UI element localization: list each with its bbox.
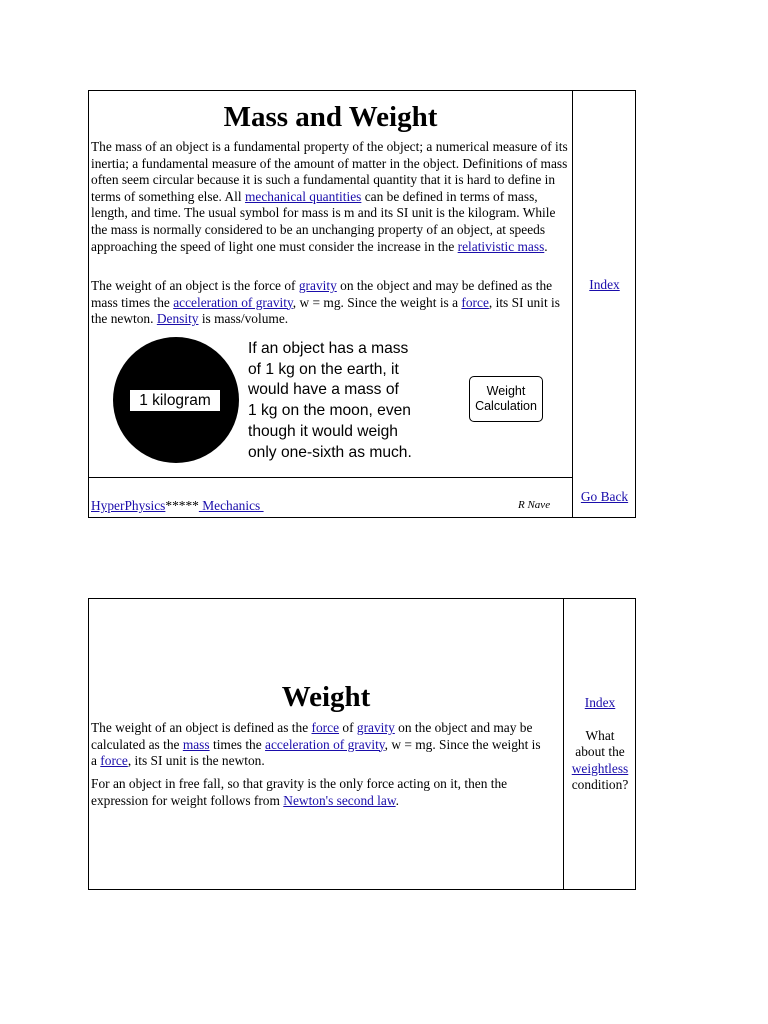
figure-caption: If an object has a mass of 1 kg on the earth, it would have a mass of 1 kg on the moon, even though it would weigh only one-sixth as much. [248,340,412,461]
weight-definition-paragraph: The weight of an object is the force of gravity on the object and may be defined as the mass times the acceleration of gravity, w = mg. Since the weight is a force, its SI unit is the newton. Density is mass/volume. [91,278,560,327]
relativistic-mass-link[interactable]: relativistic mass [457,238,545,254]
rating-stars: ***** [165,498,199,513]
column-divider [572,91,573,517]
side-column: Index What about the weightless condition? [564,695,636,794]
page-title: Mass and Weight [223,101,438,133]
acceleration-of-gravity-link[interactable]: acceleration of gravity [265,736,385,752]
mechanical-quantities-link[interactable]: mechanical quantities [244,188,362,204]
weight-title: Weight [281,681,371,713]
weightless-link[interactable]: weightless [571,760,629,776]
force-link[interactable]: force [461,294,489,310]
mechanics-link[interactable]: Mechanics [198,498,264,513]
footer-navigation [91,498,264,514]
weight-definition-paragraph: The weight of an object is defined as the force of gravity on the object and may be calculated as the mass times the acceleration of gravity, w = mg. Since the weight is a force, its SI unit is the newton. [91,720,541,769]
force-link-2[interactable]: force [100,753,128,769]
hyperphysics-link[interactable]: HyperPhysics [91,498,166,513]
acceleration-of-gravity-link[interactable]: acceleration of gravity [173,294,293,310]
mass-and-weight-panel [88,90,636,518]
kilogram-label: 1 kilogram [130,390,220,411]
free-fall-paragraph: For an object in free fall, so that gravity is the only force acting on it, then the expression for weight follows from Newton's second law. [91,776,508,808]
footer-divider [89,477,572,478]
mass-link[interactable]: mass [182,736,210,752]
newtons-second-law-link[interactable]: Newton's second law [283,792,396,808]
gravity-link[interactable]: gravity [298,278,337,293]
spacer [564,712,636,728]
weight-calculation-button[interactable]: Weight Calculation [469,376,543,422]
index-link[interactable]: Index [584,695,616,710]
author-credit: R Nave [518,499,551,511]
weight-panel [88,598,636,890]
gravity-link[interactable]: gravity [356,720,395,735]
mass-definition-paragraph: The mass of an object is a fundamental property of the object; a numerical measure of its inertia; a fundamental measure of the amount of matter in the object. Definitions of mass often seem circular because it is such a fundamental quantity that it is hard to define in terms of something else. All mechanical quantities can be defined in terms of mass, length, and time. The usual symbol for mass is m and its SI unit is the kilogram. While the mass is normally considered to be an unchanging property of an object, at speeds approaching the speed of light one must consider the increase in the relativistic mass. [91,139,568,254]
index-link[interactable]: Index [589,277,620,292]
density-link[interactable]: Density [156,311,199,327]
go-back-link[interactable]: Go Back [580,489,629,504]
force-link[interactable]: force [311,720,340,735]
